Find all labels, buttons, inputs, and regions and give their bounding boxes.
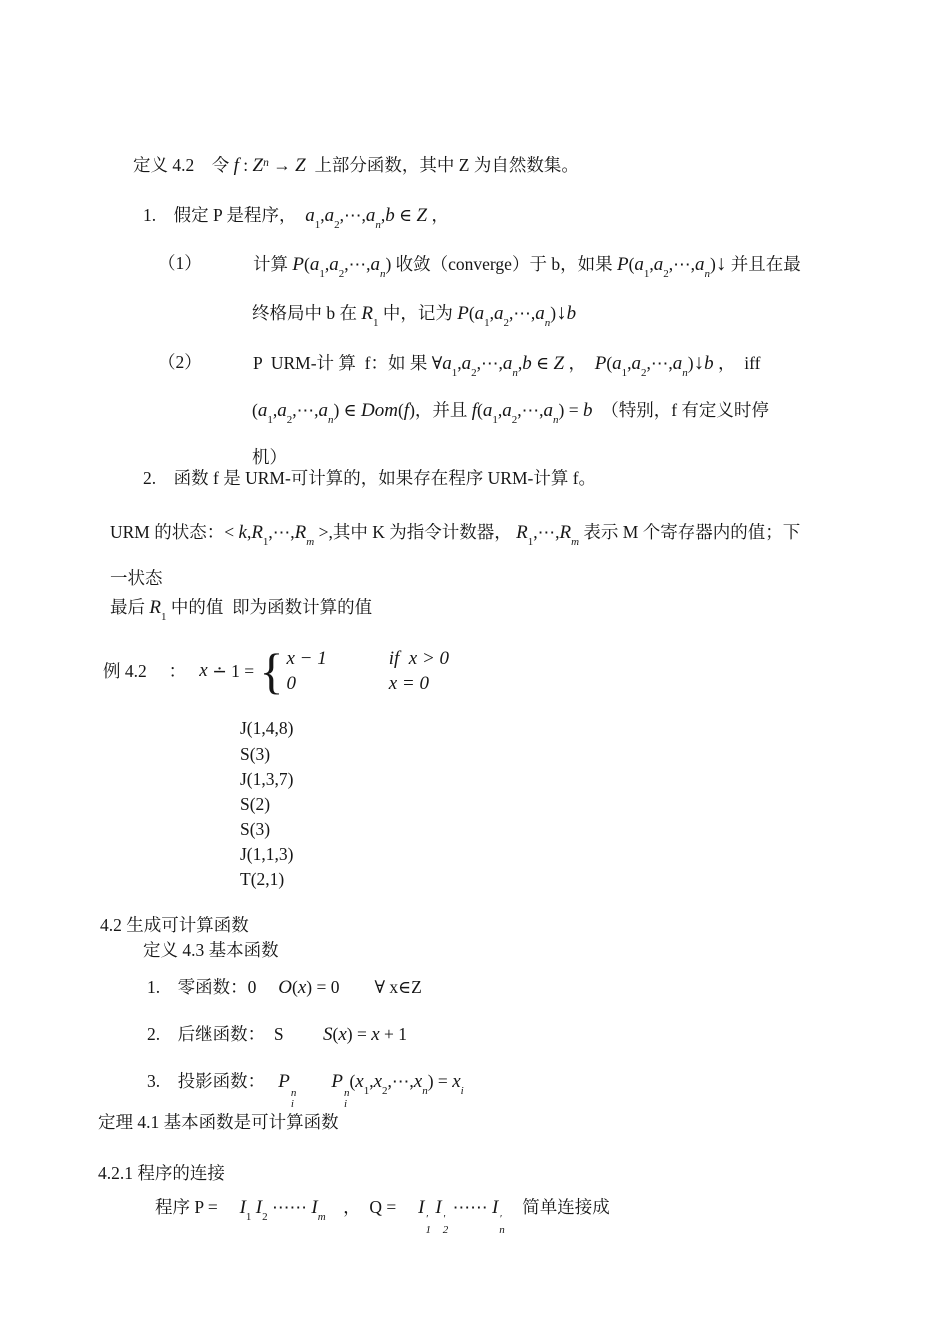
text-segment: f [471, 400, 478, 421]
text-segment: x [371, 1024, 380, 1045]
text-segment: b [522, 353, 532, 374]
text-segment: ( [291, 977, 298, 997]
text-segment: 2 [262, 1211, 268, 1223]
text-segment: a [442, 353, 452, 374]
text-segment: ， iff [713, 353, 761, 373]
text-segment: ⋯⋯ [267, 1197, 312, 1217]
text-segment: I [418, 1197, 425, 1218]
program-instruction-3 [240, 767, 293, 791]
urm-state-continued [110, 566, 163, 590]
definition-4-3 [143, 938, 279, 962]
piecewise-cases [286, 646, 449, 696]
text-segment: S(2) [240, 794, 271, 814]
text-segment: : [238, 155, 253, 175]
text-segment: a [318, 400, 328, 421]
text-segment: ) = [558, 400, 583, 420]
text-segment: n [682, 367, 688, 379]
text-segment: , [457, 353, 462, 373]
text-segment: 表示 M 个寄存器内的值；下 [579, 522, 801, 542]
text-segment: 并且在最 [726, 254, 801, 274]
piecewise-case-cell: if x > 0 [388, 648, 450, 669]
text-segment: ) [550, 303, 557, 323]
text-segment: R [294, 522, 307, 543]
text-segment: 1 [451, 367, 458, 379]
text-segment: n [704, 268, 711, 280]
text-segment: ,⋯, [517, 400, 544, 420]
program-instruction-7 [240, 867, 284, 891]
text-segment: 一状态 [110, 568, 163, 588]
text-segment: URM 的状态： [110, 522, 225, 542]
subscript: i [343, 1098, 348, 1110]
text-segment: b [566, 303, 577, 324]
text-segment: 2 [382, 1085, 388, 1097]
text-segment: n [327, 414, 334, 426]
text-segment: ,⋯, [668, 254, 696, 274]
text-segment: 终格局中 b 在 [252, 303, 362, 323]
text-segment: x [452, 1071, 461, 1092]
text-segment: k [238, 522, 247, 543]
text-segment: a [305, 205, 315, 226]
text-segment: x [373, 1071, 383, 1092]
text-segment: , [497, 400, 503, 420]
text-segment: a [502, 353, 513, 374]
text-segment: , [272, 400, 278, 420]
text-segment: x [297, 977, 307, 998]
text-segment: , [246, 522, 252, 542]
text-segment: ， [427, 205, 449, 225]
example-4-2 [103, 645, 449, 697]
text-segment: a [370, 254, 380, 275]
clause-2-urm-compute [253, 350, 760, 385]
stacked-sup-sub [442, 1214, 449, 1236]
text-segment: ( [332, 1024, 339, 1044]
text-segment: ,⋯, [344, 254, 371, 274]
text-segment: 2. 函数 f 是 URM-可计算的，如果存在程序 URM-计算 f。 [143, 468, 597, 488]
program-instruction-6 [240, 842, 293, 866]
theorem-4-1 [98, 1110, 339, 1134]
text-segment: ↓ [556, 300, 567, 324]
text-segment: 2. 后继函数： S [147, 1024, 323, 1044]
text-segment: → [268, 155, 296, 175]
text-segment: 1 [314, 219, 321, 231]
program-concatenation [155, 1195, 610, 1236]
text-segment: R [251, 522, 263, 543]
text-segment: P [292, 254, 304, 275]
text-segment: R [361, 303, 373, 324]
text-segment: a [329, 254, 339, 275]
text-segment: I [435, 1197, 442, 1218]
text-segment: I [311, 1197, 318, 1218]
text-segment: ,⋯, [509, 303, 536, 323]
clause-1-converge [253, 251, 801, 286]
text-segment: （2） [158, 352, 202, 372]
text-segment: a [365, 205, 376, 226]
text-segment: 2 [503, 317, 510, 329]
superscript: ′ [442, 1213, 446, 1225]
piecewise-function [258, 645, 449, 697]
text-segment: a [461, 353, 472, 374]
text-segment: > [314, 522, 329, 542]
text-segment: b [385, 205, 395, 226]
text-segment: I [255, 1197, 263, 1218]
item-2-urm-computable [143, 466, 596, 490]
text-segment: P [278, 1071, 290, 1092]
text-segment: ( [628, 254, 635, 274]
text-segment: n [263, 157, 269, 169]
text-segment: S(3) [240, 819, 271, 839]
program-instruction-4 [240, 792, 270, 816]
text-segment: T(2,1) [240, 869, 285, 889]
superscript: n [290, 1087, 297, 1099]
text-segment: a [277, 400, 287, 421]
text-segment: 1 [372, 317, 379, 329]
text-segment: ,⋯, [387, 1071, 414, 1091]
text-segment: , [324, 254, 330, 274]
text-segment: P [331, 1071, 343, 1092]
text-segment: 1 [484, 317, 490, 329]
text-segment: , [517, 353, 523, 373]
text-segment: 定义 4.3 基本函数 [143, 940, 279, 960]
text-segment: ) [710, 254, 716, 274]
text-segment: 2 [334, 219, 340, 231]
text-segment: ∈ [394, 205, 417, 225]
bullet-1 [158, 251, 202, 275]
text-segment: )，并且 [409, 400, 472, 420]
superscript: ′ [425, 1213, 428, 1225]
program-instruction-1 [240, 716, 293, 740]
text-segment [296, 1071, 331, 1091]
text-segment: a [535, 303, 545, 324]
basic-fn-projection [147, 1069, 464, 1110]
text-segment: Z [252, 155, 264, 176]
text-segment: ( [606, 353, 613, 373]
text-segment: 定理 4.1 基本函数是可计算函数 [98, 1112, 339, 1132]
text-segment: x [338, 1024, 347, 1045]
stacked-sup-sub [290, 1088, 297, 1110]
text-segment: b [582, 400, 593, 421]
piecewise-case-cell: 0 [286, 673, 296, 694]
text-segment: ∀ [431, 353, 443, 373]
text-segment: Dom [361, 400, 398, 421]
text-segment: ) = 0 [306, 977, 340, 997]
text-segment: ( [468, 303, 475, 323]
text-segment: P [594, 353, 607, 374]
text-segment: 中的值 即为函数计算的值 [166, 597, 373, 617]
piecewise-case-cell: x = 0 [388, 673, 430, 694]
text-segment: R [559, 522, 572, 543]
superscript: ′ [499, 1213, 502, 1225]
text-segment: x [413, 1071, 423, 1092]
text-segment: , [627, 353, 632, 373]
text-segment: Z [295, 155, 306, 176]
text-segment: ∸ 1 = [207, 661, 259, 681]
text-segment: ↓ [693, 350, 705, 374]
text-segment: a [543, 400, 553, 421]
text-segment: Z [416, 205, 428, 226]
text-segment: 1 [643, 268, 650, 280]
text-segment: 最后 [110, 597, 150, 617]
text-segment: < [224, 522, 239, 542]
program-instruction-2 [240, 742, 270, 766]
text-segment: J(1,1,3) [240, 844, 294, 864]
text-segment: , [380, 205, 386, 225]
text-segment: 4.2 生成可计算函数 [100, 915, 249, 935]
text-segment: 1 [245, 1211, 252, 1223]
text-segment: , [489, 303, 495, 323]
text-segment: , [369, 1071, 374, 1091]
text-segment: a [257, 400, 268, 421]
text-segment: 1 [262, 536, 269, 548]
text-segment: 1 [492, 414, 498, 426]
text-segment: a [474, 303, 485, 324]
text-segment: Z [553, 353, 565, 374]
left-brace: { [259, 643, 284, 699]
text-segment: n [375, 219, 381, 231]
text-segment: 定义 4.2 令 [133, 155, 234, 175]
text-segment: m [571, 536, 580, 548]
text-segment: ( [303, 254, 310, 274]
text-segment: ) [687, 353, 694, 373]
text-segment: 1 [363, 1085, 370, 1097]
text-segment: a [494, 303, 504, 324]
text-segment: a [634, 254, 644, 275]
piecewise-case-cell: x − 1 [286, 648, 327, 669]
text-segment: m [306, 536, 315, 548]
text-segment: ,⋯, [646, 353, 673, 373]
text-segment: R [149, 597, 161, 618]
text-segment: + 1 [379, 1024, 408, 1044]
text-segment: x [355, 1071, 364, 1092]
text-segment: ,⋯, [339, 205, 366, 225]
text-segment: n [422, 1085, 428, 1097]
subscript: 1 [425, 1224, 431, 1236]
text-segment: 2 [641, 367, 647, 379]
text-segment: 上部分函数，其中 Z 为自然数集。 [305, 155, 579, 175]
text-segment: f [233, 155, 239, 176]
text-segment: 2 [286, 414, 293, 426]
text-segment: I [491, 1197, 499, 1218]
text-segment: , [649, 254, 654, 274]
subscript: n [499, 1224, 505, 1236]
text-segment: P [616, 254, 629, 275]
text-segment: 1. 零函数：0 [147, 977, 279, 997]
stacked-sup-sub [343, 1088, 350, 1110]
text-segment: ， Q = [325, 1197, 419, 1217]
text-segment: 1 [621, 367, 628, 379]
text-segment: 简单连接成 [504, 1197, 610, 1217]
text-segment: a [695, 254, 705, 275]
text-segment: a [324, 205, 335, 226]
text-segment: x [199, 660, 208, 681]
clause-1-continued [252, 300, 576, 335]
subscript: i [290, 1098, 294, 1110]
text-segment: ( [349, 1071, 356, 1091]
text-segment: a [653, 254, 664, 275]
text-segment: R [516, 522, 528, 543]
text-segment: i [460, 1085, 464, 1097]
text-segment: 2 [663, 268, 669, 280]
stacked-sup-sub [424, 1214, 431, 1236]
text-segment: P URM-计 算 f：如 果 [253, 353, 432, 373]
text-segment: O [278, 977, 292, 998]
text-segment: 1 [319, 268, 325, 280]
text-segment: n [544, 317, 551, 329]
text-segment: ， [564, 353, 595, 373]
text-segment: ,⋯, [292, 400, 319, 420]
clause-2-continued [252, 398, 769, 432]
basic-fn-zero [147, 975, 422, 1000]
text-segment: a [309, 254, 320, 275]
text-segment: n [553, 414, 559, 426]
text-segment: m [317, 1211, 326, 1223]
urm-state-line [110, 520, 800, 554]
text-segment: I [239, 1197, 246, 1218]
text-segment: ) = [346, 1024, 372, 1044]
text-segment: 例 4.2 ： [103, 661, 200, 681]
definition-4-2 [133, 151, 579, 178]
text-segment: 2 [338, 268, 345, 280]
text-segment: J(1,3,7) [240, 769, 294, 789]
text-segment: 中，记为 [378, 303, 458, 323]
bullet-2 [158, 350, 202, 374]
text-segment: 1 [267, 414, 273, 426]
section-4-2-1-title [98, 1161, 225, 1185]
text-segment: 1 [527, 536, 534, 548]
text-segment: 2 [511, 414, 518, 426]
superscript: n [343, 1087, 350, 1099]
text-segment: ( [477, 400, 483, 420]
text-segment: a [631, 353, 642, 374]
text-segment: a [502, 400, 512, 421]
subscript: 2 [442, 1224, 449, 1236]
text-segment: f [403, 400, 410, 421]
text-segment: ,⋯, [268, 522, 295, 542]
text-segment: ) 收敛（converge）于 b，如果 [385, 254, 617, 274]
text-segment: a [612, 353, 622, 374]
text-segment: ,⋯, [476, 353, 503, 373]
text-segment: （1） [158, 253, 202, 273]
text-segment: 计算 [253, 254, 293, 274]
text-segment: （特别，f 有定义时停 [592, 400, 769, 420]
text-segment: 1. 假定 P 是程序， [143, 205, 306, 225]
text-segment: 程序 P = [155, 1197, 240, 1217]
text-segment: a [672, 353, 683, 374]
text-segment: 2 [471, 367, 477, 379]
text-segment: , [320, 205, 325, 225]
text-segment: ↓ [715, 251, 727, 275]
text-segment: ( [252, 400, 258, 420]
text-segment: a [482, 400, 493, 421]
final-r1-value [110, 595, 372, 629]
text-segment: ( [397, 400, 404, 420]
text-segment: ) ∈ [333, 400, 361, 420]
text-segment: ) = [427, 1071, 453, 1091]
text-segment: 1 [160, 611, 167, 623]
basic-fn-successor [147, 1022, 407, 1047]
text-segment: ⋯⋯ [448, 1197, 492, 1217]
text-segment: 4.2.1 程序的连接 [98, 1163, 225, 1183]
text-segment: J(1,4,8) [240, 718, 294, 738]
stacked-sup-sub [498, 1214, 505, 1236]
text-segment: b [704, 353, 714, 374]
text-segment: ∈ [531, 353, 554, 373]
text-segment: n [512, 367, 518, 379]
section-4-2-title [100, 913, 249, 937]
text-segment: 3. 投影函数： [147, 1071, 279, 1091]
text-segment: ,其中 K 为指令计数器， [328, 522, 517, 542]
text-segment: ,⋯, [533, 522, 560, 542]
text-segment: S [322, 1024, 333, 1045]
program-instruction-5 [240, 817, 270, 841]
item-1-assume-program [143, 203, 449, 237]
text-segment: ∀ x∈Z [339, 977, 422, 997]
text-segment: 机） [252, 447, 287, 467]
text-segment: S(3) [240, 744, 271, 764]
text-segment: P [457, 303, 469, 324]
text-segment: n [379, 268, 386, 280]
